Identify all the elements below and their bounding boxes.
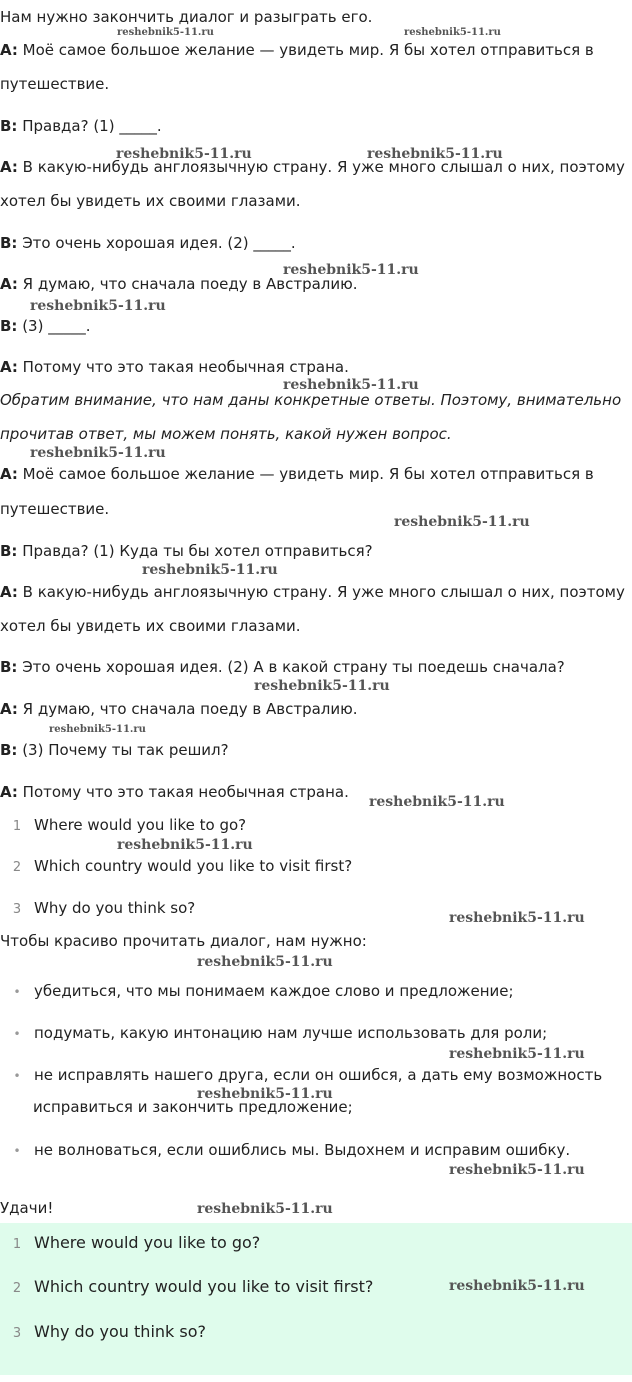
speaker-label: B: (0, 317, 18, 335)
answer-item (0, 1322, 206, 1344)
tip-text: не волноваться, если ошиблись мы. Выдохнем и исправим ошибку. (34, 1141, 571, 1159)
watermark: reshebnik5-11.ru (116, 146, 252, 162)
bullet-icon: • (13, 985, 21, 999)
task-line-b1 (0, 116, 162, 136)
answer-text: Why do you think so? (34, 1322, 206, 1341)
line-text: Это очень хорошая идея. (2) _____. (17, 234, 296, 252)
task-line-a2 (0, 157, 625, 177)
watermark: reshebnik5-11.ru (197, 1086, 333, 1102)
task-line-a4 (0, 357, 349, 377)
speaker-label: A: (0, 275, 18, 293)
closing-text: Удачи! (0, 1199, 54, 1217)
solution-line-a1-cont: путешествие. (0, 500, 110, 518)
speaker-label: A: (0, 783, 18, 801)
speaker-label: B: (0, 658, 18, 676)
solution-line-b1 (0, 541, 373, 561)
watermark: reshebnik5-11.ru (404, 27, 501, 38)
answer-number: 3 (12, 1326, 22, 1341)
intro-text: Нам нужно закончить диалог и разыграть его. (0, 8, 373, 26)
solution-line-a3 (0, 699, 358, 719)
tip-text: не исправлять нашего друга, если он ошибся, а дать ему возможность (34, 1066, 603, 1084)
solution-line-a1 (0, 464, 594, 484)
speaker-label: B: (0, 741, 18, 759)
speaker-label: A: (0, 358, 18, 376)
task-line-b2 (0, 233, 296, 253)
watermark: reshebnik5-11.ru (30, 445, 166, 461)
watermark: reshebnik5-11.ru (142, 562, 278, 578)
line-text: Это очень хорошая идея. (2) А в какой страну ты поедешь сначала? (17, 658, 565, 676)
watermark: reshebnik5-11.ru (449, 1046, 585, 1062)
tip-item (0, 1140, 570, 1161)
line-text: Моё самое большое желание — увидеть мир. Я бы хотел отправиться в (17, 41, 594, 59)
speaker-label: B: (0, 117, 18, 135)
question-item (0, 856, 352, 878)
watermark: reshebnik5-11.ru (449, 1162, 585, 1178)
line-text: Я думаю, что сначала поеду в Австралию. (17, 700, 358, 718)
watermark: reshebnik5-11.ru (283, 377, 419, 393)
speaker-label: B: (0, 234, 18, 252)
tip-item (0, 981, 514, 1002)
tip-item (0, 1023, 547, 1044)
line-text: Правда? (1) _____. (17, 117, 162, 135)
answer-number: 2 (12, 1281, 22, 1296)
bullet-icon: • (13, 1144, 21, 1158)
speaker-label: A: (0, 465, 18, 483)
question-item (0, 815, 246, 837)
line-text: Правда? (1) Куда ты бы хотел отправиться? (17, 542, 373, 560)
line-text: (3) Почему ты так решил? (17, 741, 229, 759)
watermark: reshebnik5-11.ru (30, 298, 166, 314)
line-text: Потому что это такая необычная страна. (17, 358, 349, 376)
question-number: 2 (12, 860, 22, 875)
task-line-a1-cont: путешествие. (0, 75, 110, 93)
watermark: reshebnik5-11.ru (449, 910, 585, 926)
solution-line-a2-cont: хотел бы увидеть их своими глазами. (0, 617, 301, 635)
solution-line-a2 (0, 582, 625, 602)
bullet-icon: • (13, 1027, 21, 1041)
tip-text: подумать, какую интонацию нам лучше использовать для роли; (34, 1024, 548, 1042)
speaker-label: A: (0, 700, 18, 718)
task-line-b3 (0, 316, 91, 336)
tip-text-cont: исправиться и закончить предложение; (33, 1098, 353, 1116)
watermark: reshebnik5-11.ru (117, 27, 214, 38)
solution-line-a4 (0, 782, 349, 802)
watermark: reshebnik5-11.ru (49, 724, 146, 735)
task-line-a1 (0, 40, 594, 60)
line-text: В какую-нибудь англоязычную страну. Я уже много слышал о них, поэтому (17, 583, 625, 601)
watermark: reshebnik5-11.ru (369, 794, 505, 810)
question-number: 1 (12, 819, 22, 834)
note-text: Обратим внимание, что нам даны конкретные ответы. Поэтому, внимательно (0, 391, 622, 409)
watermark: reshebnik5-11.ru (449, 1278, 585, 1294)
watermark: reshebnik5-11.ru (367, 146, 503, 162)
question-text: Why do you think so? (34, 899, 196, 917)
watermark: reshebnik5-11.ru (283, 262, 419, 278)
watermark: reshebnik5-11.ru (254, 678, 390, 694)
question-item (0, 898, 195, 920)
watermark: reshebnik5-11.ru (117, 837, 253, 853)
question-number: 3 (12, 902, 22, 917)
line-text: Потому что это такая необычная страна. (17, 783, 349, 801)
task-line-a2-cont: хотел бы увидеть их своими глазами. (0, 192, 301, 210)
line-text: Моё самое большое желание — увидеть мир. Я бы хотел отправиться в (17, 465, 594, 483)
tip-item (0, 1065, 602, 1086)
answer-text: Where would you like to go? (34, 1233, 261, 1252)
answer-text: Which country would you like to visit first? (34, 1277, 374, 1296)
question-text: Where would you like to go? (34, 816, 247, 834)
line-text: Я думаю, что сначала поеду в Австралию. (17, 275, 358, 293)
speaker-label: A: (0, 41, 18, 59)
answer-item (0, 1277, 373, 1299)
solution-line-b2 (0, 657, 565, 677)
watermark: reshebnik5-11.ru (394, 514, 530, 530)
speaker-label: A: (0, 583, 18, 601)
bullet-icon: • (13, 1069, 21, 1083)
tips-intro: Чтобы красиво прочитать диалог, нам нужно: (0, 932, 367, 950)
answer-number: 1 (12, 1237, 22, 1252)
solution-line-b3 (0, 740, 229, 760)
line-text: В какую-нибудь англоязычную страну. Я уже много слышал о них, поэтому (17, 158, 625, 176)
line-text: (3) _____. (17, 317, 91, 335)
speaker-label: B: (0, 542, 18, 560)
question-text: Which country would you like to visit first? (34, 857, 353, 875)
answer-box (0, 1223, 632, 1375)
watermark: reshebnik5-11.ru (197, 1201, 333, 1217)
speaker-label: A: (0, 158, 18, 176)
answer-item (0, 1233, 260, 1255)
note-text-cont: прочитав ответ, мы можем понять, какой нужен вопрос. (0, 425, 452, 443)
watermark: reshebnik5-11.ru (197, 954, 333, 970)
tip-text: убедиться, что мы понимаем каждое слово и предложение; (34, 982, 514, 1000)
